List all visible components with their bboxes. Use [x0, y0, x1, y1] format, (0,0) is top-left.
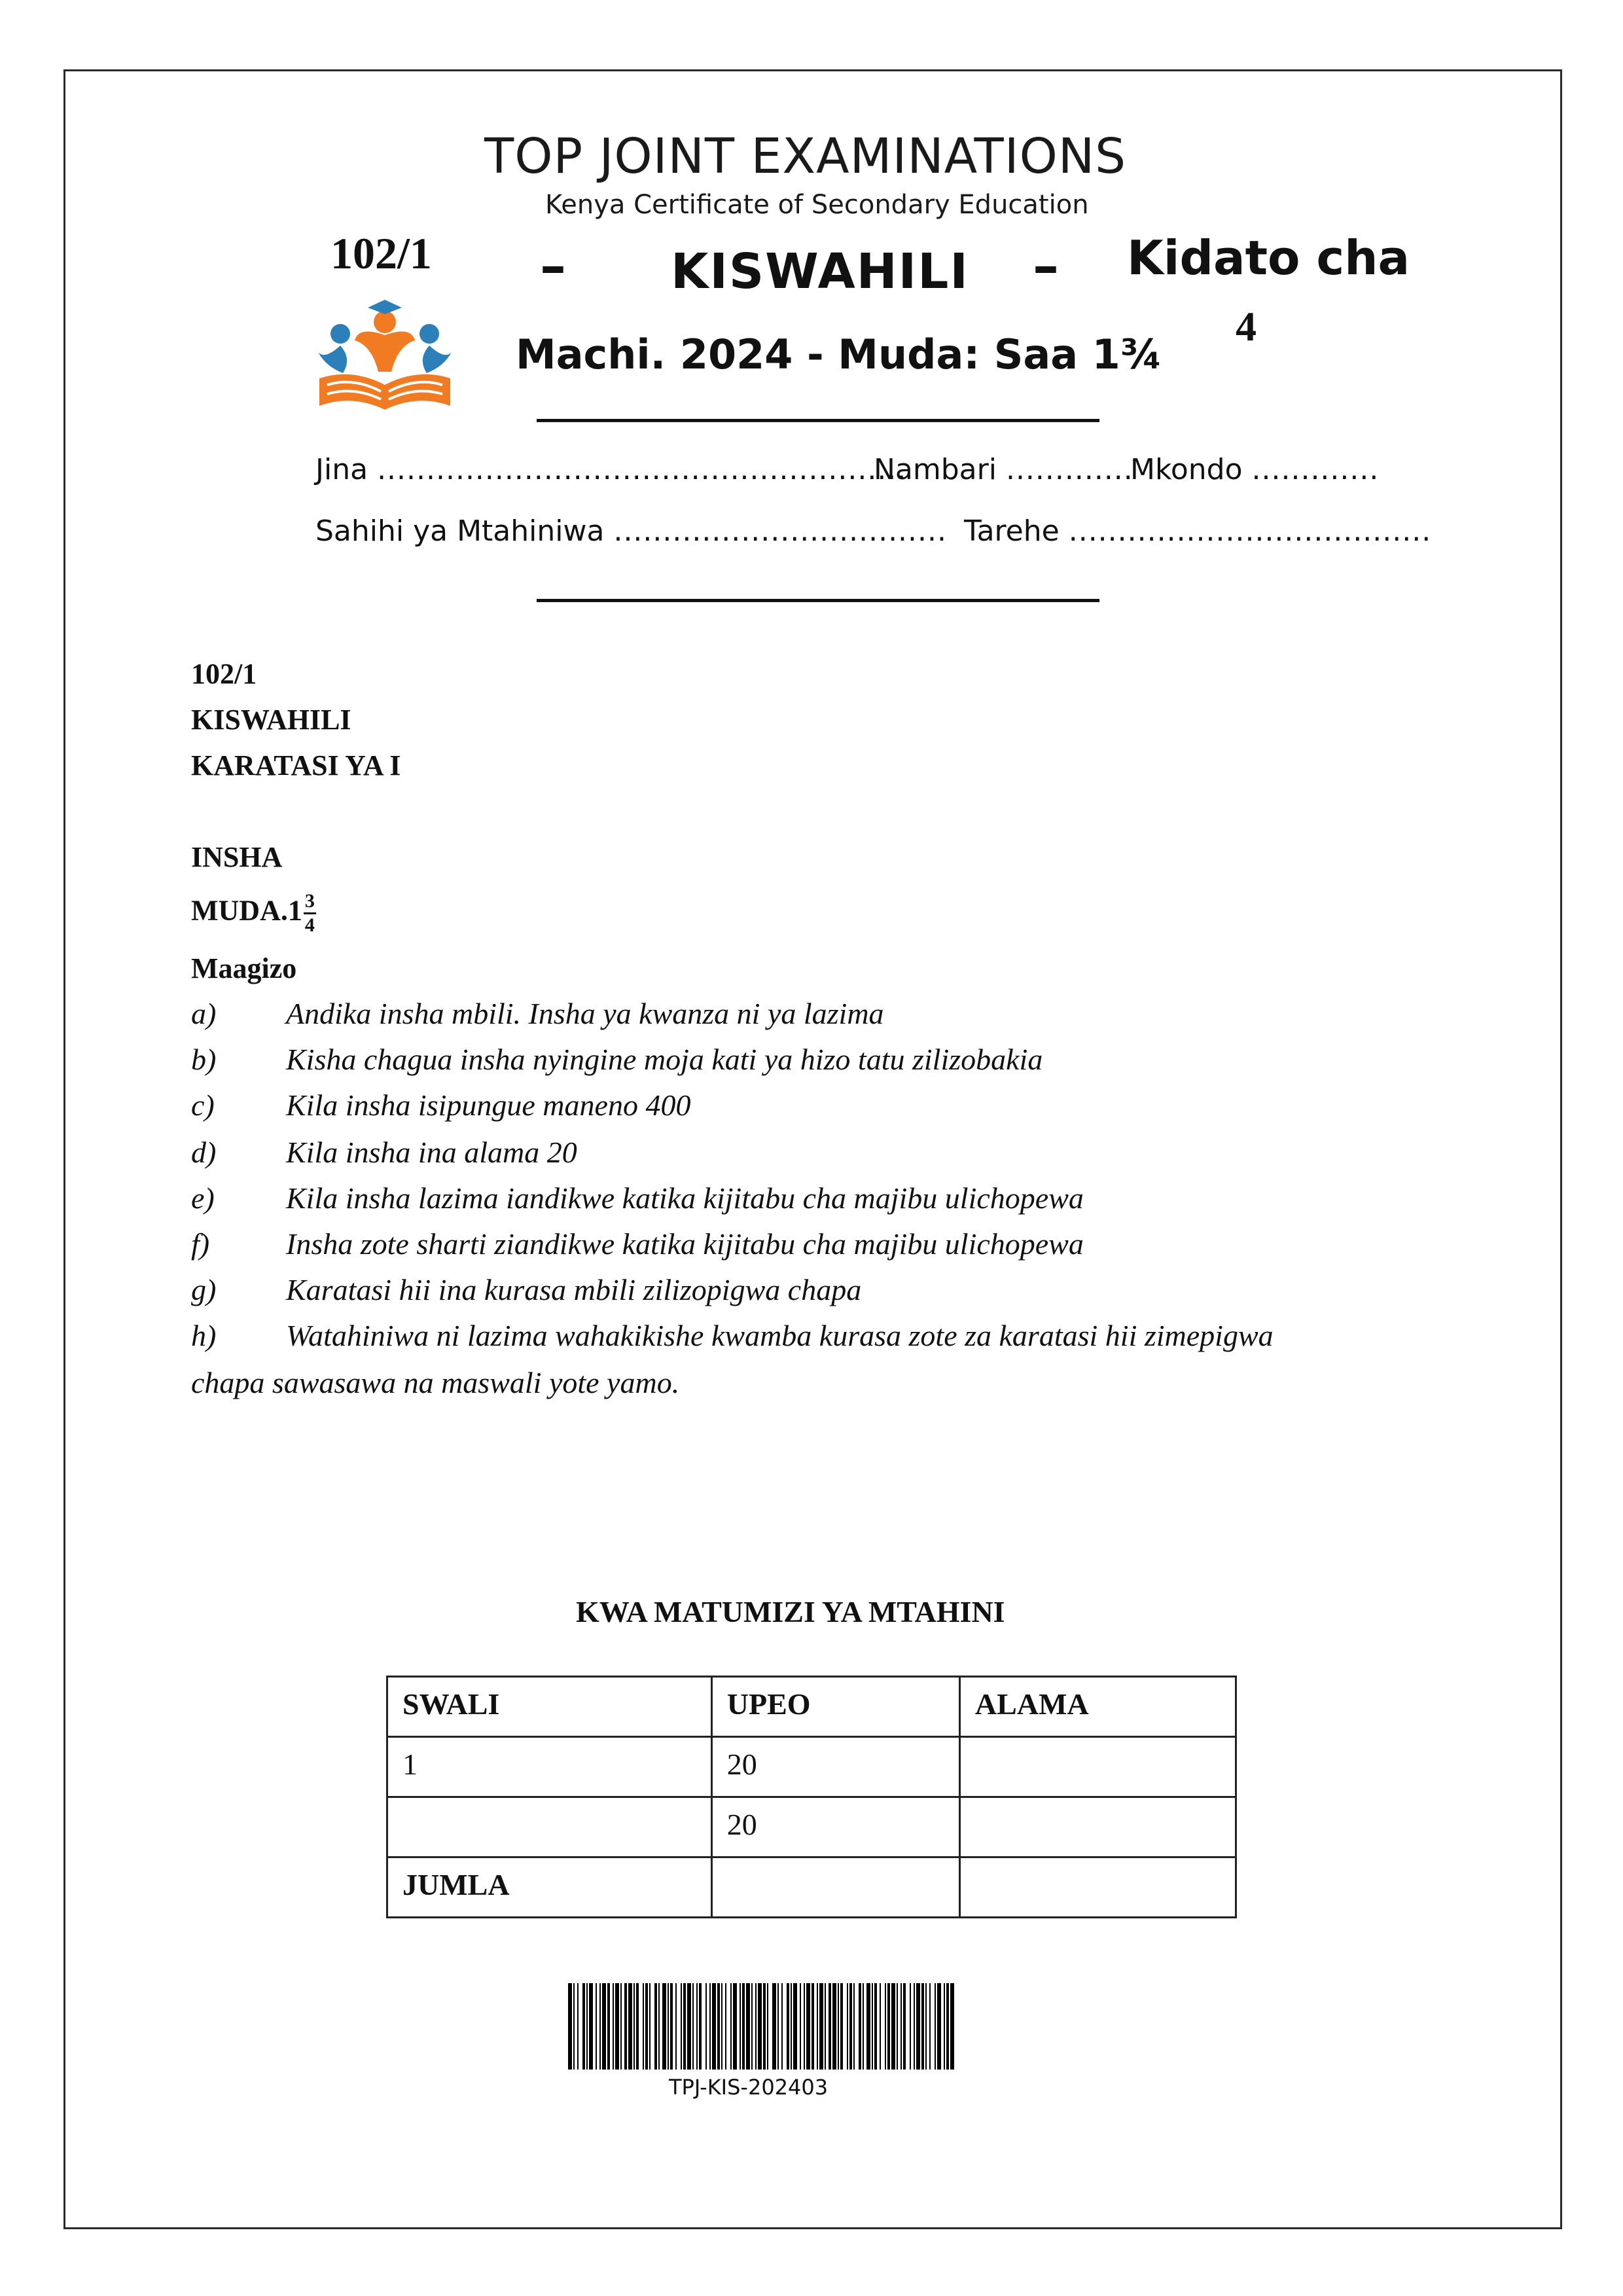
barcode-bar [800, 1983, 801, 2070]
barcode-bar [721, 1983, 722, 2070]
header-alama: ALAMA [959, 1677, 1236, 1737]
barcode-bar [777, 1983, 779, 2070]
sahihi-field: Sahihi ya Mtahiniwa .................................. [315, 514, 947, 548]
barcode-bar [730, 1983, 732, 2070]
barcode-bar [812, 1983, 814, 2070]
barcode-icon [565, 1983, 955, 2070]
barcode-bar [829, 1983, 831, 2070]
instruction-item: e) Kila insha lazima iandikwe katika kijitabu cha majibu ulichopewa [191, 1181, 1084, 1215]
barcode-bar [921, 1983, 924, 2070]
class-label: Kidato cha [1127, 230, 1410, 285]
barcode-bar [751, 1983, 753, 2070]
barcode-bar [628, 1983, 632, 2070]
barcode-bar [717, 1983, 720, 2070]
barcode-bar [577, 1983, 579, 2070]
barcode-bar [838, 1983, 839, 2070]
barcode-bar [950, 1983, 954, 2070]
barcode-bar [662, 1983, 666, 2070]
total-label: JUMLA [387, 1857, 712, 1918]
barcode-bar [654, 1983, 657, 2070]
barcode-bar [891, 1983, 895, 2070]
instruction-item: c) Kila insha isipungue maneno 400 [191, 1088, 691, 1122]
table-cell: 1 [387, 1737, 712, 1797]
barcode-bar [887, 1983, 890, 2070]
barcode-bar [649, 1983, 651, 2070]
barcode-bar [607, 1983, 610, 2070]
barcode-bar [793, 1983, 797, 2070]
barcode-bar [675, 1983, 677, 2070]
barcode-bar [840, 1983, 843, 2070]
barcode-bar [772, 1983, 776, 2070]
barcode-bar [863, 1983, 864, 2070]
header-rule-bottom [537, 599, 1099, 602]
exam-title: TOP JOINT EXAMINATIONS [484, 128, 1127, 185]
info-section: INSHA [191, 841, 283, 873]
barcode-bar [636, 1983, 639, 2070]
barcode-bar [804, 1983, 805, 2070]
barcode-bar [787, 1983, 789, 2070]
instruction-item: d) Kila insha ina alama 20 [191, 1136, 577, 1169]
barcode-bar [746, 1983, 750, 2070]
table-cell: 20 [711, 1737, 959, 1797]
barcode-bar [806, 1983, 810, 2070]
barcode-bar [763, 1983, 766, 2070]
tarehe-field: Tarehe ..................................... [964, 514, 1432, 548]
instruction-item: g) Karatasi hii ina kurasa mbili zilizopigwa chapa [191, 1273, 862, 1306]
barcode-bar [668, 1983, 669, 2070]
barcode-bar [589, 1983, 593, 2070]
barcode-bar [819, 1983, 823, 2070]
instruction-item: f) Insha zote sharti ziandikwe katika kijitabu cha majibu ulichopewa [191, 1227, 1084, 1261]
barcode-bar [859, 1983, 861, 2070]
barcode-bar [696, 1983, 698, 2070]
barcode-bar [643, 1983, 644, 2070]
barcode-bar [692, 1983, 694, 2070]
barcode-bar [937, 1983, 941, 2070]
barcode-bar [712, 1983, 716, 2070]
date-duration: Machi. 2024 - Muda: Saa 1¾ [516, 331, 1162, 378]
barcode-bar [725, 1983, 726, 2070]
barcode-bar [582, 1983, 585, 2070]
subject-title: KISWAHILI [671, 243, 969, 300]
header-swali: SWALI [387, 1677, 712, 1737]
barcode-bar [910, 1983, 911, 2070]
nambari-field: Nambari ............. [874, 453, 1133, 486]
instructions-heading: Maagizo [191, 952, 297, 984]
barcode-bar [742, 1983, 745, 2070]
barcode-bar [925, 1983, 927, 2070]
info-duration: MUDA.1 $\frac{3}{4}$ [191, 890, 315, 936]
barcode-bar [755, 1983, 757, 2070]
examiner-section-title: KWA MATUMIZI YA MTAHINI [576, 1595, 1005, 1628]
barcode-bar [817, 1983, 818, 2070]
exam-subtitle: Kenya Certificate of Secondary Education [545, 190, 1089, 220]
barcode-bar [687, 1983, 691, 2070]
barcode-bar [897, 1983, 898, 2070]
instruction-item: a) Andika insha mbili. Insha ya kwanza ni ya lazima [191, 997, 884, 1030]
barcode-bar [874, 1983, 877, 2070]
table-cell [959, 1797, 1236, 1857]
barcode-bar [658, 1983, 660, 2070]
barcode-bar [767, 1983, 768, 2070]
table-cell [959, 1857, 1236, 1918]
barcode-bar [832, 1983, 836, 2070]
header-upeo: UPEO [711, 1677, 959, 1737]
barcode-bar [624, 1983, 627, 2070]
barcode-bar [670, 1983, 673, 2070]
barcode-bar [929, 1983, 931, 2070]
table-cell [387, 1797, 712, 1857]
barcode-bar [681, 1983, 682, 2070]
barcode-bar [613, 1983, 614, 2070]
barcode-bar [872, 1983, 873, 2070]
barcode-bar [853, 1983, 855, 2070]
barcode-bar [885, 1983, 886, 2070]
barcode-bar [849, 1983, 852, 2070]
barcode-bar [901, 1983, 902, 2070]
barcode-bar [615, 1983, 619, 2070]
barcode-bar [573, 1983, 575, 2070]
barcode-bar [866, 1983, 870, 2070]
barcode-bar [683, 1983, 686, 2070]
table-total-row [387, 1857, 1236, 1918]
barcode-bar [946, 1983, 949, 2070]
table-cell: 20 [711, 1797, 959, 1857]
barcode-bar [633, 1983, 635, 2070]
school-logo-icon [313, 295, 457, 412]
barcode-bar [916, 1983, 920, 2070]
marks-table [386, 1676, 1237, 1918]
class-number: 4 [1236, 303, 1257, 350]
barcode-bar [699, 1983, 702, 2070]
info-paper-code: 102/1 [191, 658, 257, 690]
mkondo-field: Mkondo ............. [1130, 453, 1380, 486]
barcode-bar [847, 1983, 848, 2070]
barcode-bar [740, 1983, 741, 2070]
duration-fraction: $\frac{3}{4}$ [304, 890, 315, 936]
table-cell [959, 1737, 1236, 1797]
barcode-bar [602, 1983, 606, 2070]
barcode-bar [645, 1983, 648, 2070]
barcode-bar [903, 1983, 906, 2070]
table-header-row [387, 1677, 1236, 1737]
instruction-item: h) Watahiniwa ni lazima wahakikishe kwamba kurasa zote za karatasi hii zimepigwa [191, 1319, 1274, 1352]
barcode-bar [596, 1983, 597, 2070]
info-subject: KISWAHILI [191, 704, 351, 736]
barcode-bar [758, 1983, 762, 2070]
barcode-bar [620, 1983, 622, 2070]
table-row [387, 1737, 1236, 1797]
jina-field: Jina ...................................................... [315, 453, 907, 486]
barcode-bar [599, 1983, 601, 2070]
title-dash-left: – [540, 236, 566, 296]
barcode-bar [733, 1983, 737, 2070]
barcode-bar [709, 1983, 711, 2070]
barcode-bar [568, 1983, 572, 2070]
info-paper: KARATASI YA I [191, 749, 401, 781]
barcode-bar [944, 1983, 945, 2070]
table-cell [711, 1857, 959, 1918]
barcode-bar [586, 1983, 588, 2070]
barcode-bar [705, 1983, 707, 2070]
barcode-text: TPJ-KIS-202403 [669, 2075, 829, 2100]
paper-code: 102/1 [330, 228, 432, 278]
header-rule-top [537, 419, 1099, 422]
barcode-bar [880, 1983, 881, 2070]
barcode-bar [781, 1983, 783, 2070]
instruction-item: b) Kisha chagua insha nyingine moja kati ya hizo tatu zilizobakia [191, 1043, 1043, 1076]
instruction-continuation: chapa sawasawa na maswali yote yamo. [191, 1366, 680, 1399]
barcode-bar [935, 1983, 936, 2070]
title-dash-right: – [1033, 236, 1059, 296]
barcode-bar [791, 1983, 792, 2070]
table-row [387, 1797, 1236, 1857]
barcode-bar [825, 1983, 826, 2070]
barcode-bar [914, 1983, 915, 2070]
